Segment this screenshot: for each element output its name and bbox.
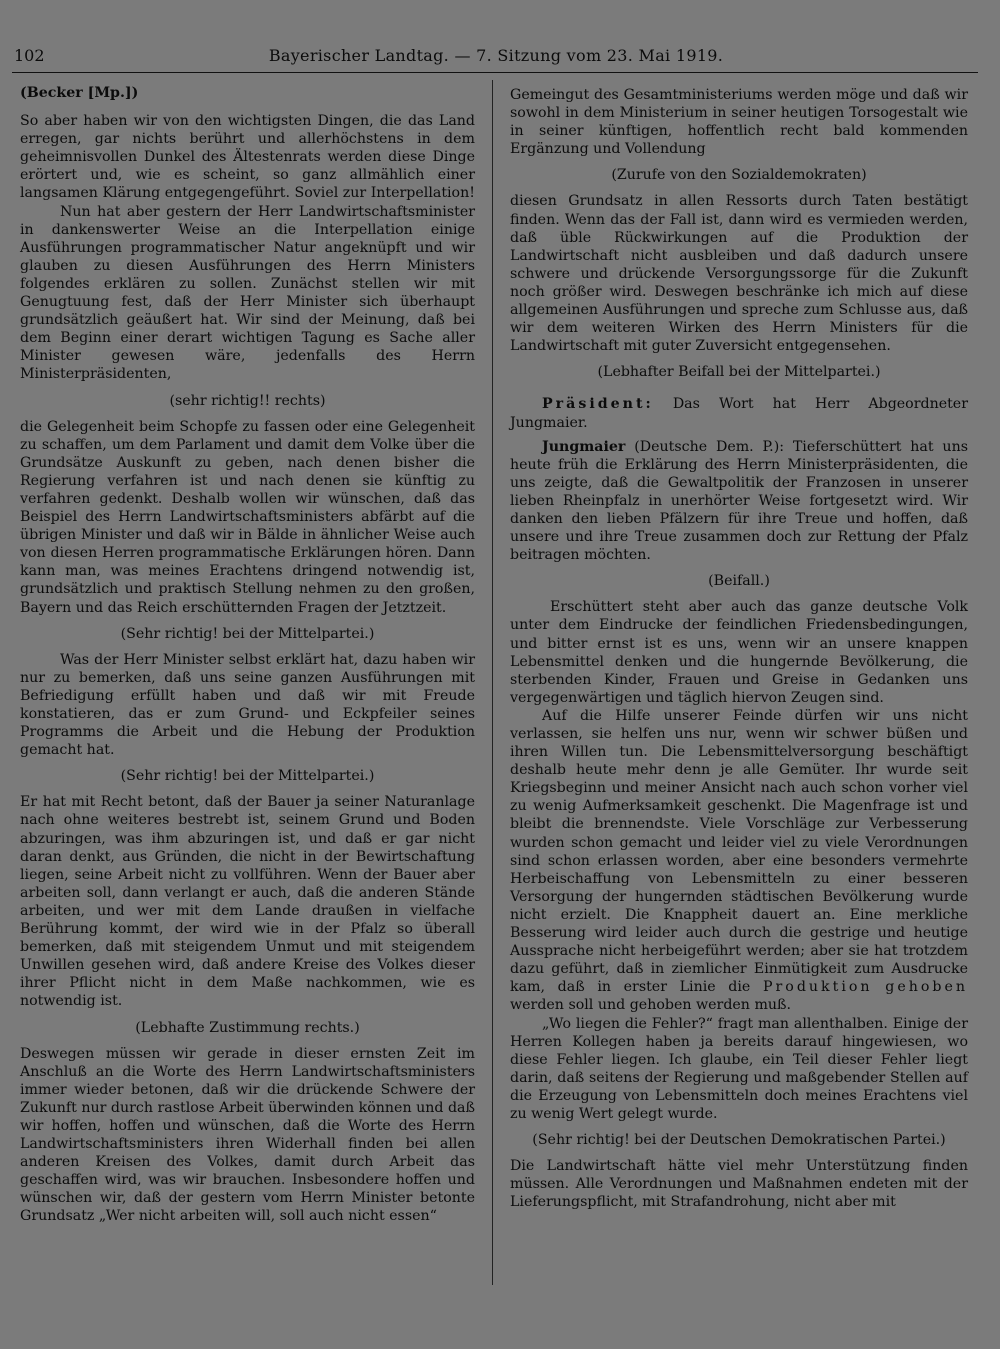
interjection: (Zurufe von den Sozialdemokraten)	[611, 167, 867, 184]
paragraph: Er hat mit Recht betont, daß der Bauer ja seiner Naturanlage nach ohne weiteres bestrebt ist, seinem Grund und Boden abzuringen, was ihm abzuringen ist, und daß er gar nicht daran denkt, aus Gründen, die nicht in der Bewirtschaftung liegen, seine Arbeit nicht zu vollführen. Wenn der Bauer aber arbeiten soll, dann verlangt er auch, daß die anderen Stände arbeiten, und wer mit dem Lande draußen in vielfache Berührung kommt, der wird wie in der Pfalz so überall bemerken, daß mit steigendem Unmut und mit steigendem Unwillen gesehen wird, daß andere Kreise des Volkes dieser ihrer Pflicht nicht in dem Maße nachkommen, wie es notwendig ist.	[20, 794, 475, 1010]
paragraph: Was der Herr Minister selbst erklärt hat, dazu haben wir nur zu bemerken, daß uns seine ganzen Ausführungen mit Befriedigung erfüllt haben und daß wir mit Freude konstatieren, das er zum Grund- und Eckpfeiler seines Programms die Arbeit und die Hebung der Produktion gemacht hat.	[20, 651, 475, 759]
interjection: (Lebhafter Beifall bei der Mittelpartei.)	[597, 364, 881, 381]
spaced-word: Produktion	[762, 979, 873, 996]
interjection: (Beifall.)	[708, 573, 770, 590]
president-text: Das Wort hat Herr Abgeordneter Jungmaier.	[510, 396, 968, 431]
paragraph-text: Auf die Hilfe unserer Feinde dürfen wir uns nicht verlassen, sie helfen uns nur, wenn wir schwer büßen und ihren Willen tun. Die Lebensmittelversorgung beschäftigt deshalb heute mehr denn je alle Gemüter. Ihr wurde seit Kriegsbeginn und meiner Ansicht nach auch schon vorher viel zu wenig Aufmerksamkeit geschenkt. Die Magenfrage ist und bleibt die brennendste. Viele Vorschläge zur Verbesserung wurden schon gemacht und leider viel zu viele Verordnungen sind schon erlassen worden, aber eine besonders vermehrte Herbeischaffung von Lebensmitteln zu einer besseren Versorgung der hungernden städtischen Bevölkerung wurde nicht erzielt. Die Knappheit dauert an. Eine merkliche Besserung wird leider auch durch die gestrige und heutige Aussprache nicht herbeigeführt werden; aber sie hat trotzdem dazu geführt, daß in ziemlicher Einmütigkeit zum Ausdrucke kam, daß in erster Linie die	[510, 707, 968, 996]
column-divider	[492, 80, 493, 1285]
speaker-name: Jungmaier	[542, 438, 626, 455]
header-rule	[12, 72, 978, 73]
paragraph: Deswegen müssen wir gerade in dieser ernsten Zeit im Anschluß an die Worte des Herrn Landwirtschaftsministers immer wieder betonen, daß wir die drückende Schwere der Zukunft nur durch rastlose Arbeit überwinden können und daß wir hoffen, hoffen und wünschen, daß die Worte des Herrn Landwirtschaftsministers ihren Widerhall finden bei allen anderen Kreisen des Volkes, damit durch Arbeit das geschaffen wird, was wir brauchen. Insbesondere hoffen und wünschen wir, daß der gestern vom Herrn Minister betonte Grundsatz „Wer nicht arbeiten will, soll auch nicht essen“	[20, 1045, 475, 1225]
paragraph: „Wo liegen die Fehler?“ fragt man allenthalben. Einige der Herren Kollegen haben ja bereits darauf hingewiesen, wo diese Fehler liegen. Ich glaube, ein Teil dieser Fehler liegt darin, daß seitens der Regierung und maßgebender Stellen auf die Erzeugung von Lebensmitteln doch meines Erachtens viel zu wenig Wert gelegt wurde.	[510, 1015, 968, 1122]
interjection: (Sehr richtig! bei der Mittelpartei.)	[120, 625, 375, 642]
paragraph	[510, 707, 968, 1015]
interjection: (sehr richtig!! rechts)	[169, 392, 326, 409]
paragraph: Gemeingut des Gesamtministeriums werden möge und daß wir sowohl in dem Ministerium in seiner heutigen Torsogestalt wie in seiner künftigen, hoffentlich recht bald kommenden Ergänzung und Vollendung	[510, 87, 968, 158]
interjection: (Lebhafte Zustimmung rechts.)	[135, 1019, 360, 1036]
speaker-tag: (Becker [Mp.])	[20, 85, 139, 101]
paragraph: Nun hat aber gestern der Herr Landwirtschaftsminister in dankenswerter Weise an die Interpellation einige Ausführungen programmatischer Natur angeknüpft und wir glauben zu diesen Ausführungen des Herrn Ministers folgendes erklären zu sollen. Zunächst stellen wir mit Genugtuung fest, daß der Herr Minister sich überhaupt grundsätzlich geäußert hat. Wir sind der Meinung, daß bei dem Beginn einer derart wichtigen Tagung es Sache aller Minister gewesen wäre, jedenfalls des Herrn Ministerpräsidenten,	[20, 203, 475, 383]
spaced-word: gehoben	[885, 979, 969, 996]
paragraph: diesen Grundsatz in allen Ressorts durch Taten bestätigt finden. Wenn das der Fall ist, dann wird es vermieden werden, daß üble Rückwirkungen auf die Produktion der Landwirtschaft nicht ausbleiben und daß dadurch unsere schwere und drückende Versorgungssorge für die Zukunft noch größer wird. Deswegen beschränke ich mich auf diese allgemeinen Ausführungen und spreche zum Schlusse aus, daß wir dem weiteren Wirken des Herrn Ministers für die Landwirtschaft mit guter Zuversicht entgegensehen.	[510, 193, 968, 355]
interjection: (Sehr richtig! bei der Mittelpartei.)	[120, 768, 375, 785]
paragraph-text: werden soll und gehoben werden muß.	[510, 997, 792, 1014]
paragraph: Erschüttert steht aber auch das ganze deutsche Volk unter dem Eindrucke der feindlichen Friedensbedingungen, und bitter ernst ist es uns, wenn wir an unsere knappen Lebensmittel denken und die hungernde Bevölkerung, die sterbenden Kinder, Frauen und Greise in Gedanken uns vergegenwärtigen und täglich hiervon Zeugen sind.	[510, 599, 968, 706]
page-header	[14, 44, 978, 70]
speech-text: (Deutsche Dem. P.): Tieferschüttert hat uns heute früh die Erklärung des Herrn Ministerpräsidenten, die uns zeigte, daß die Gewaltpolitik der Franzosen in unserer lieben Rheinpfalz in unerhörter Weise fortgesetzt wird. Wir danken den lieben Pfälzern für ihre Treue und hoffen, daß unsere und ihre Treue zusammen doch zur Rettung der Pfalz beitragen möchten.	[510, 438, 968, 564]
president-statement	[510, 395, 968, 431]
paragraph: die Gelegenheit beim Schopfe zu fassen oder eine Gelegenheit zu schaffen, um dem Parlament und damit dem Volke über die Grundsätze Auskunft zu geben, nach denen bisher die Regierung verfahren ist und nach denen sie künftig zu verfahren gedenkt. Deshalb wollen wir wünschen, daß das Beispiel des Herrn Landwirtschaftsministers abfärbt auf die übrigen Minister und daß wir in Bälde in ähnlicher Weise auch von diesen Herren programmatische Erklärungen hören. Dann kann man, was meines Erachtens dringend notwendig ist, grundsätzlich und praktisch Stellung nehmen zu den großen, Bayern und das Reich erschütternden Fragen der Jetztzeit.	[20, 418, 475, 616]
president-name: Präsident:	[542, 396, 654, 413]
left-column	[20, 84, 475, 1226]
interjection: (Sehr richtig! bei der Deutschen Demokratischen Partei.)	[532, 1132, 946, 1149]
paragraph: So aber haben wir von den wichtigsten Dingen, die das Land erregen, gar nichts berührt und allerhöchstens in dem geheimnisvollen Dunkel des Ältestenrats werden diese Dinge erörtert und, wie es scheint, so ganz allmählich einer langsamen Klärung entgegengeführt. Soviel zur Interpellation!	[20, 113, 475, 202]
speech-jungmaier	[510, 438, 968, 565]
running-title: Bayerischer Landtag. — 7. Sitzung vom 23. Mai 1919.	[268, 46, 724, 65]
page-number: 102	[14, 46, 45, 65]
paragraph: Die Landwirtschaft hätte viel mehr Unterstützung finden müssen. Alle Verordnungen und Maßnahmen endeten mit der Lieferungspflicht, mit Strafandrohung, nicht aber mit	[510, 1158, 968, 1211]
right-column	[510, 86, 968, 1211]
